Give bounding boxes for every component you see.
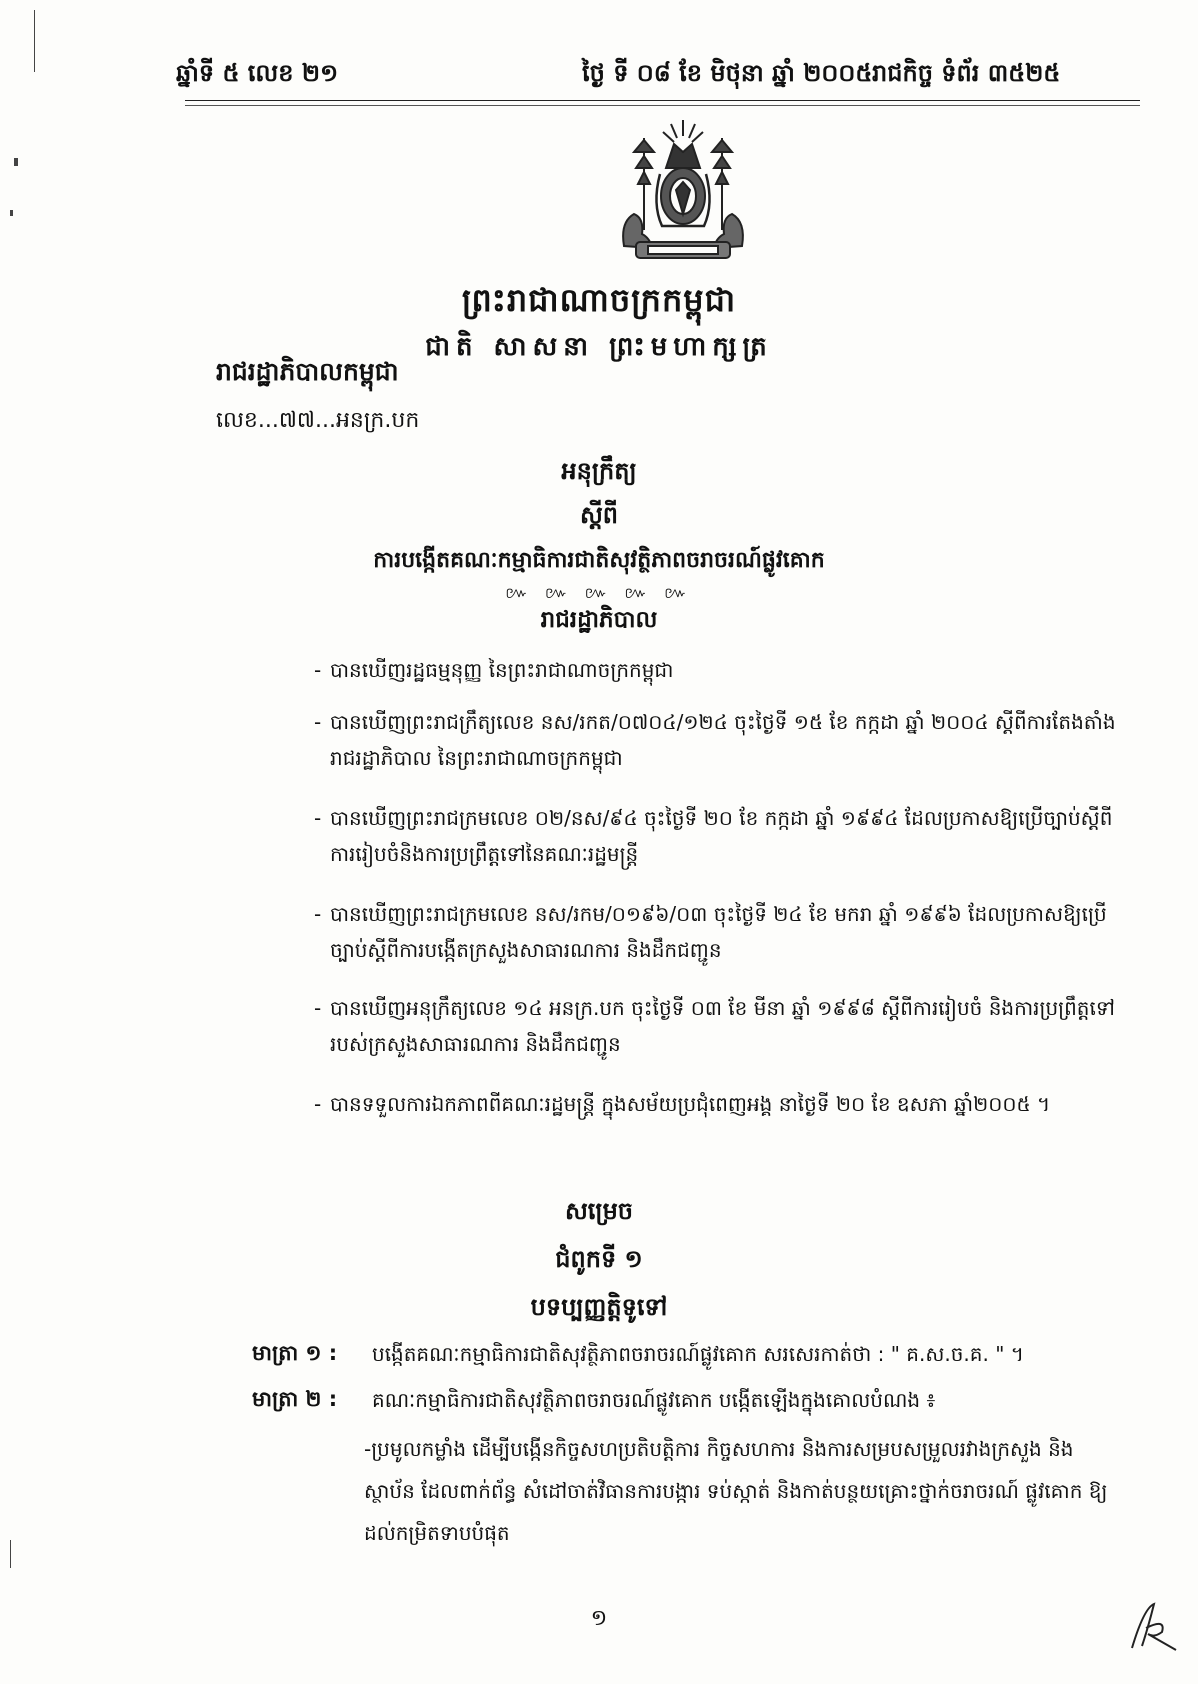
authority: រាជរដ្ឋាភិបាល <box>540 607 658 633</box>
consideration-item: - បានទទួលការឯកភាពពីគណៈរដ្ឋមន្ត្រី ក្នុងសម័យប្រជុំពេញអង្គ នាថ្ងៃទី ២០ ខែ ឧសភា ឆ្នាំ២០០៥ ។ <box>314 1092 1051 1116</box>
title-ornament: ៚ ៚ ៚ ៚ ៚ <box>505 583 693 602</box>
article-2-body: -ប្រមូលកម្លាំង ដើម្បីបង្កើនកិច្ចសហប្រតិបត្តិការ កិច្ចសហការ និងការសម្របសម្រួលរវាងក្រសួង និងស្ថាប័ន ដែលពាក់ព័ន្ធ សំដៅចាត់វិធានការបង្ការ ទប់ស្កាត់ និងកាត់បន្ថយគ្រោះថ្នាក់ចរាចរណ៍ ផ្លូវគោក ឱ្យដល់កម្រិតទាបបំផុត <box>364 1437 1108 1545</box>
national-motto: ជាតិ សាសនា ព្រះមហាក្សត្រ <box>425 332 773 362</box>
document-type: អនុក្រឹត្យ <box>561 457 637 485</box>
title-about: ស្តីពី <box>579 501 619 529</box>
scan-mark <box>10 210 13 216</box>
article-1-text: បង្កើតគណៈកម្មាធិការជាតិសុវត្ថិភាពចរាចរណ៍ផ្លូវគោក សរសេរកាត់ថា : " គ.ស.ច.គ. " ។ <box>372 1342 1024 1366</box>
header-divider <box>185 100 1140 101</box>
decision-heading: សម្រេច <box>564 1197 634 1225</box>
header-gazette-page: រាជកិច្ច ទំព័រ ៣៥២៥ <box>872 59 1061 87</box>
consideration-item: - បានឃើញព្រះរាជក្រមលេខ នស/រកម/០១៩៦/០៣ ចុះថ្ងៃទី ២៤ ខែ មករា ឆ្នាំ ១៩៩៦ ដែលប្រកាសឱ្យប្រើច្បាប់ស្តីពីការបង្កើតក្រសួងសាធារណការ និងដឹកជញ្ជូន <box>314 902 1107 962</box>
consideration-item: - បានឃើញអនុក្រឹត្យលេខ ១៤ អនក្រ.បក ចុះថ្ងៃទី ០៣ ខែ មីនា ឆ្នាំ ១៩៩៨ ស្តីពីការរៀបចំ និងការប្រព្រឹត្តទៅរបស់ក្រសួងសាធារណការ និងដឹកជញ្ជូន <box>314 996 1115 1056</box>
consideration-item: - បានឃើញរដ្ឋធម្មនុញ្ញ នៃព្រះរាជាណាចក្រកម្ពុជា <box>314 658 674 682</box>
scan-mark <box>10 1540 11 1568</box>
chapter-number: ជំពូកទី ១ <box>555 1245 643 1273</box>
page-number: ១ <box>590 1606 608 1631</box>
article-2-text: គណៈកម្មាធិការជាតិសុវត្ថិភាពចរាចរណ៍ផ្លូវគោក បង្កើតឡើងក្នុងគោលបំណង ៖ <box>372 1388 936 1412</box>
article-1-label: មាត្រា ១ : <box>252 1341 338 1365</box>
article-2-label: មាត្រា ២ : <box>252 1387 338 1411</box>
kingdom-name: ព្រះរាជាណាចក្រកម្ពុជា <box>461 281 737 319</box>
scan-mark <box>34 10 35 72</box>
issuer: រាជរដ្ឋាភិបាលកម្ពុជា <box>216 357 399 386</box>
consideration-item: - បានឃើញព្រះរាជក្រឹត្យលេខ នស/រកត/០៧០៤/១២៤ ចុះថ្ងៃទី ១៥ ខែ កក្កដា ឆ្នាំ ២០០៤ ស្តីពីការតែងតាំងរាជរដ្ឋាភិបាល នៃព្រះរាជាណាចក្រកម្ពុជា <box>314 710 1116 770</box>
signature-initials <box>1126 1598 1182 1654</box>
consideration-item: - បានឃើញព្រះរាជក្រមលេខ ០២/នស/៩៤ ចុះថ្ងៃទី ២០ ខែ កក្កដា ឆ្នាំ ១៩៩៤ ដែលប្រកាសឱ្យប្រើច្បាប់ស្តីពីការរៀបចំនិងការប្រព្រឹត្តទៅនៃគណៈរដ្ឋមន្ត្រី <box>314 806 1113 866</box>
header-date: ថ្ងៃ ទី ០៨ ខែ មិថុនា ឆ្នាំ ២០០៥ <box>582 59 873 87</box>
document-number: លេខ...៧៧...អនក្រ.បក <box>216 408 420 433</box>
header-volume-issue: ឆ្នាំទី ៥ លេខ ២១ <box>176 59 339 87</box>
scan-mark <box>14 158 18 166</box>
chapter-title: បទប្បញ្ញត្តិទូទៅ <box>530 1293 668 1321</box>
document-subject: ការបង្កើតគណៈកម្មាធិការជាតិសុវត្ថិភាពចរាចរណ៍ផ្លូវគោក <box>373 548 825 573</box>
royal-coat-of-arms-icon <box>616 118 750 270</box>
